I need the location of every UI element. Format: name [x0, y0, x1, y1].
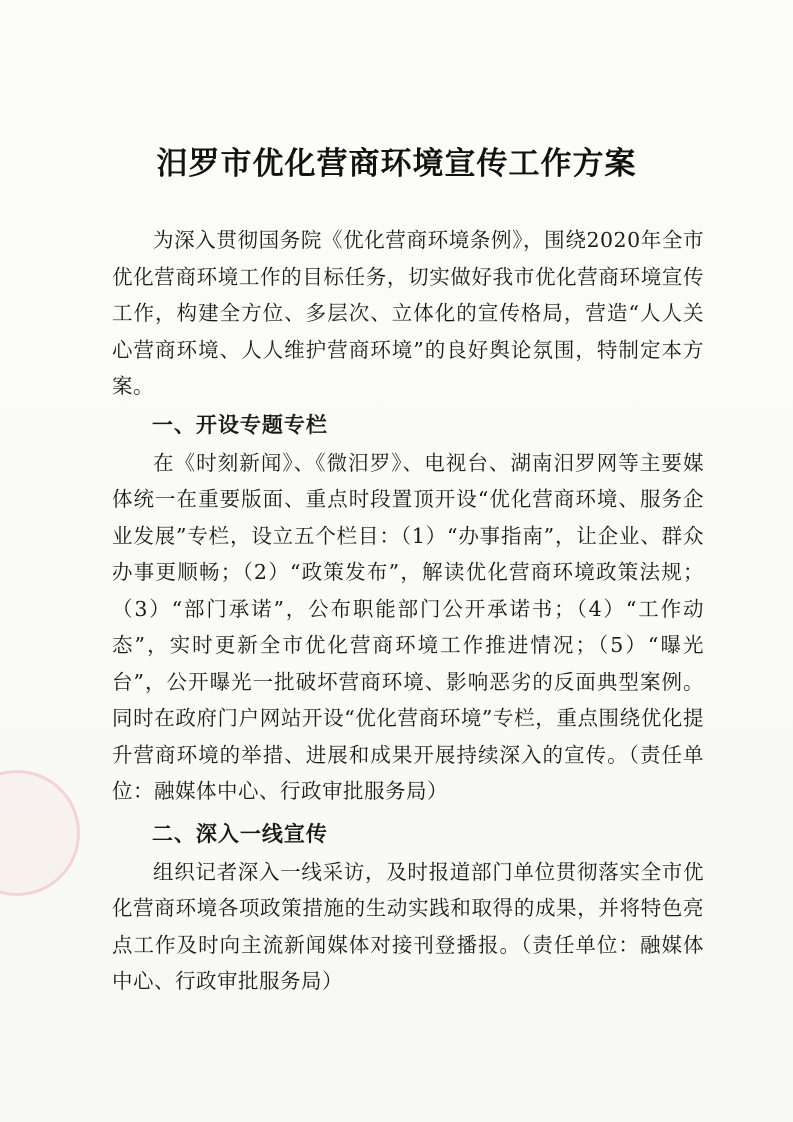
- section-heading-2: 二、深入一线宣传: [151, 820, 328, 846]
- section-body-2: 组织记者深入一线采访，及时报道部门单位贯彻落实全市优化营商环境各项政策措施的生动实践和取得的成果，并将特色亮点工作及时向主流新闻媒体对接刊登播报。（责任单位：融媒体中心、行政审批服务局）: [112, 859, 704, 993]
- document-title: 汨罗市优化营商环境宣传工作方案: [156, 146, 637, 182]
- seal-stamp-bleed: [0, 770, 80, 896]
- intro-paragraph: 为深入贯彻国务院《优化营商环境条例》，围绕2020年全市优化营商环境工作的目标任务，切实做好我市优化营商环境宣传工作，构建全方位、多层次、立体化的宣传格局，营造“人人关心营商环境、人人维护营商环境”的良好舆论氛围，特制定本方案。: [112, 228, 704, 398]
- section-body-1: 在《时刻新闻》、《微汨罗》、电视台、湖南汨罗网等主要媒体统一在重要版面、重点时段置顶开设“优化营商环境、服务企业发展”专栏，设立五个栏目：（1）“办事指南”，让企业、群众办事更顺畅；（2）“政策发布”，解读优化营商环境政策法规；（3）“部门承诺”，公布职能部门公开承诺书；（4）“工作动态”，实时更新全市优化营商环境工作推进情况；（5）“曝光台”，公开曝光一批破坏营商环境、影响恶劣的反面典型案例。同时在政府门户网站开设“优化营商环境”专栏，重点围绕优化提升营商环境的举措、进展和成果开展持续深入的宣传。（责任单位：融媒体中心、行政审批服务局）: [112, 450, 704, 803]
- document-body: [112, 222, 704, 1000]
- section-heading-1: 一、开设专题专栏: [151, 411, 328, 437]
